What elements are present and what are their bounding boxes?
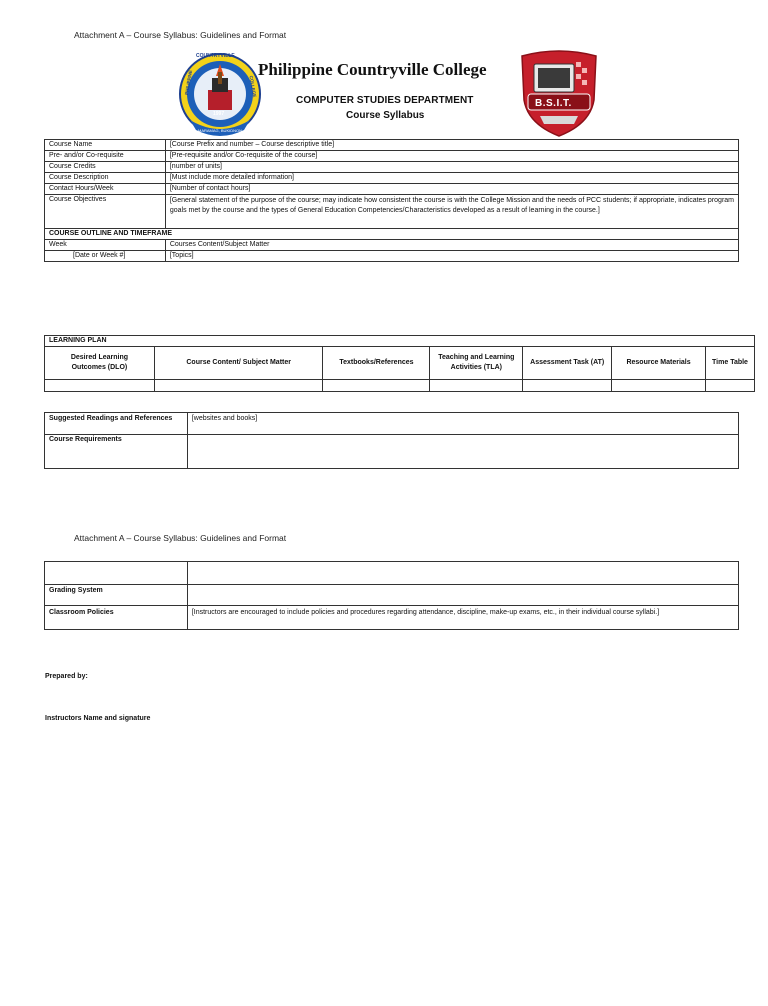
table-cell [187, 562, 738, 585]
course-credits-value: [number of units] [165, 162, 738, 173]
document-title: Course Syllabus [346, 110, 425, 121]
table-row [45, 336, 755, 347]
grading-system-value [187, 585, 738, 606]
column-header-assessment: Assessment Task (AT) [523, 347, 612, 380]
table-row [45, 562, 739, 585]
learning-plan-table [44, 335, 755, 392]
bsit-logo-text: B.S.I.T. [535, 98, 572, 109]
column-header-tla: Teaching and Learning Activities (TLA) [430, 347, 523, 380]
course-requirements-label: Course Requirements [45, 435, 188, 469]
table-cell [323, 380, 430, 392]
table-row [45, 184, 739, 195]
seal-year: 1997 [213, 111, 225, 117]
instructor-signature-label: Instructors Name and signature [45, 715, 151, 722]
course-outline-heading: COURSE OUTLINE AND TIMEFRAME [45, 229, 739, 240]
table-row [45, 380, 755, 392]
classroom-policies-label: Classroom Policies [45, 606, 188, 630]
seal-text-top: COUNTRYVILLE [196, 53, 235, 59]
course-content-header: Courses Content/Subject Matter [165, 240, 738, 251]
readings-table [44, 412, 739, 469]
column-header-course-content: Course Content/ Subject Matter [154, 347, 323, 380]
week-value: [Date or Week #] [45, 251, 166, 262]
college-seal-logo [178, 50, 262, 138]
table-cell [430, 380, 523, 392]
table-row [45, 240, 739, 251]
seal-text-bottom: MARAMAG, BUKIDNON [198, 128, 243, 133]
column-header-time-table: Time Table [705, 347, 754, 380]
column-header-resource: Resource Materials [612, 347, 706, 380]
prerequisite-value: [Pre-requisite and/or Co-requisite of the course] [165, 151, 738, 162]
table-cell [45, 562, 188, 585]
table-row [45, 606, 739, 630]
table-row [45, 151, 739, 162]
attachment-title-page2: Attachment A – Course Syllabus: Guidelines and Format [74, 533, 287, 543]
seal-text-right: COLLEGE [248, 75, 258, 98]
course-content-value: [Topics] [165, 251, 738, 262]
table-row [45, 173, 739, 184]
course-objectives-value: [General statement of the purpose of the course; may indicate how consistent the course is with the College Mission and the needs of PCC students; if appropriate, indicates program goals met by the course and the types of General Education Competencies/Characteristics developed as a result of learning in the course.] [165, 195, 738, 229]
course-name-label: Course Name [45, 140, 166, 151]
suggested-readings-label: Suggested Readings and References [45, 413, 188, 435]
course-description-label: Course Description [45, 173, 166, 184]
table-cell [45, 380, 155, 392]
grading-system-label: Grading System [45, 585, 188, 606]
table-row [45, 162, 739, 173]
course-credits-label: Course Credits [45, 162, 166, 173]
week-header: Week [45, 240, 166, 251]
course-requirements-value [187, 435, 738, 469]
department-name: COMPUTER STUDIES DEPARTMENT [296, 95, 474, 106]
seal-text-left: PHILIPPINE [183, 69, 194, 96]
grading-policies-table [44, 561, 739, 630]
classroom-policies-value: [Instructors are encouraged to include policies and procedures regarding attendance, discipline, make-up exams, etc., in their individual course syllabi.] [187, 606, 738, 630]
course-info-table [44, 139, 739, 262]
bsit-shield-logo [518, 48, 600, 138]
learning-plan-heading: LEARNING PLAN [45, 336, 755, 347]
column-header-dlo: Desired Learning Outcomes (DLO) [45, 347, 155, 380]
prerequisite-label: Pre- and/or Co-requisite [45, 151, 166, 162]
table-row [45, 251, 739, 262]
contact-hours-value: [Number of contact hours] [165, 184, 738, 195]
table-row [45, 435, 739, 469]
table-row [45, 413, 739, 435]
table-cell [523, 380, 612, 392]
column-header-textbooks: Textbooks/References [323, 347, 430, 380]
course-objectives-label: Course Objectives [45, 195, 166, 229]
table-row [45, 140, 739, 151]
contact-hours-label: Contact Hours/Week [45, 184, 166, 195]
table-row [45, 347, 755, 380]
course-description-value: [Must include more detailed information] [165, 173, 738, 184]
table-cell [154, 380, 323, 392]
prepared-by-label: Prepared by: [45, 673, 88, 680]
table-cell [612, 380, 706, 392]
table-row [45, 229, 739, 240]
college-name: Philippine Countryville College [258, 60, 487, 79]
table-row [45, 585, 739, 606]
attachment-title: Attachment A – Course Syllabus: Guidelines and Format [74, 30, 287, 40]
table-cell [705, 380, 754, 392]
course-name-value: [Course Prefix and number – Course descriptive title] [165, 140, 738, 151]
table-row [45, 195, 739, 229]
suggested-readings-value: [websites and books] [187, 413, 738, 435]
